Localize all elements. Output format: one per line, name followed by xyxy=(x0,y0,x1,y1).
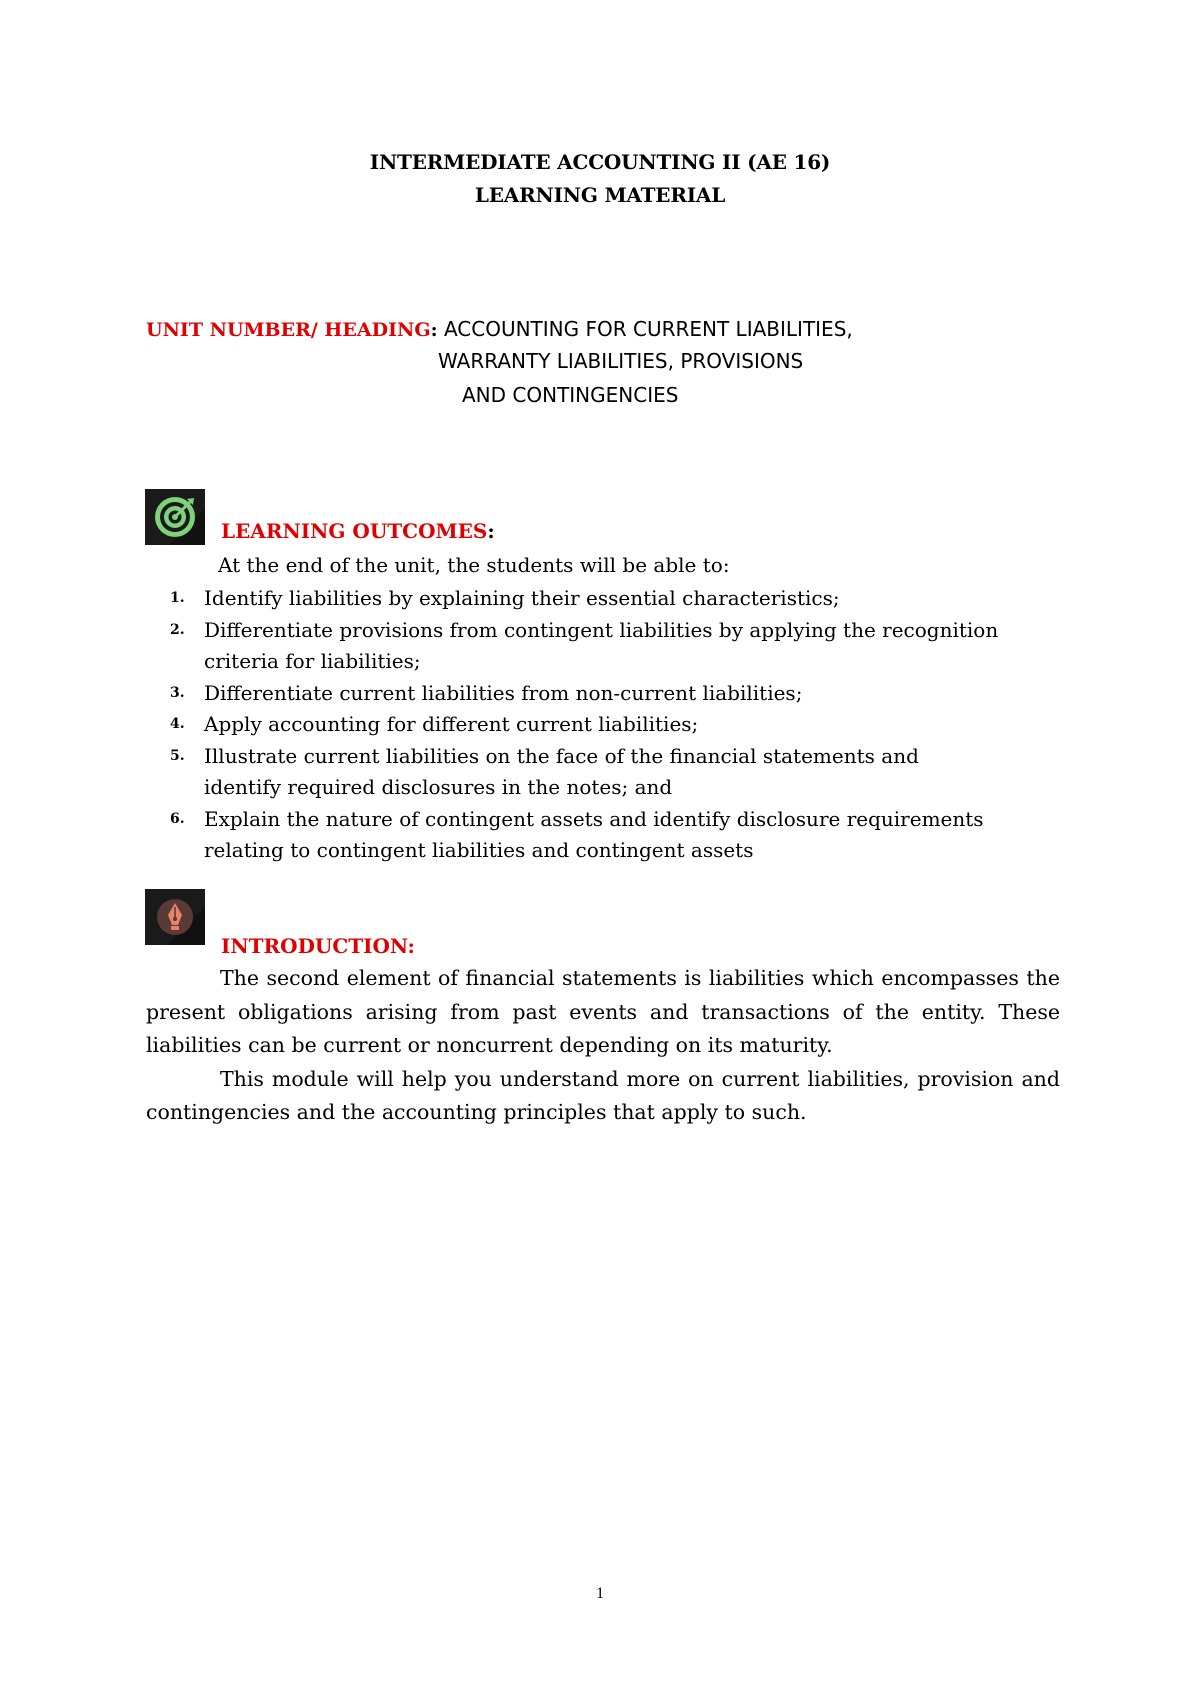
introduction-paragraph: This module will help you understand more on current liabilities, provision and contingencies and the accounting principles that apply to such. xyxy=(146,1066,1060,1124)
list-number: 2. xyxy=(170,621,185,638)
target-icon xyxy=(145,489,205,545)
list-item xyxy=(160,741,1060,804)
unit-heading xyxy=(146,313,853,347)
list-item xyxy=(160,709,1060,741)
introduction-paragraph: The second element of financial statements is liabilities which encompasses the present obligations arising from past events and transactions of the entity. These liabilities can be current or noncurrent depending on its maturity. xyxy=(146,966,1060,1057)
list-text: Differentiate provisions from contingent liabilities by applying the recognition criteria for liabilities; xyxy=(204,617,999,673)
document-subtitle: LEARNING MATERIAL xyxy=(474,183,726,207)
unit-line-3: AND CONTINGENCIES xyxy=(462,383,679,407)
outcomes-intro: At the end of the unit, the students will be able to: xyxy=(218,553,730,577)
page-number: 1 xyxy=(596,1585,604,1602)
list-number: 1. xyxy=(170,590,185,606)
learning-outcomes-heading xyxy=(221,519,495,543)
list-item xyxy=(160,615,1060,678)
learning-outcomes-label: LEARNING OUTCOMES xyxy=(221,519,488,543)
learning-outcomes-colon: : xyxy=(487,519,495,543)
document-title: INTERMEDIATE ACCOUNTING II (AE 16) xyxy=(369,150,831,174)
list-text: Illustrate current liabilities on the face of the financial statements and identify required disclosures in the notes; and xyxy=(204,743,919,799)
unit-label-colon: : xyxy=(430,319,438,341)
unit-line-1: ACCOUNTING FOR CURRENT LIABILITIES, xyxy=(443,317,853,341)
introduction-heading: INTRODUCTION: xyxy=(221,934,415,958)
unit-line-2: WARRANTY LIABILITIES, PROVISIONS xyxy=(438,349,804,373)
list-number: 6. xyxy=(170,810,185,827)
list-text: Apply accounting for different current liabilities; xyxy=(204,712,699,736)
list-text: Explain the nature of contingent assets and identify disclosure requirements relating to contingent liabilities and contingent assets xyxy=(204,806,984,862)
list-item xyxy=(160,678,1060,710)
unit-label: UNIT NUMBER/ HEADING xyxy=(146,319,431,341)
outcomes-list xyxy=(160,583,1060,867)
list-number: 4. xyxy=(170,716,185,732)
list-number: 3. xyxy=(170,684,185,701)
list-text: Differentiate current liabilities from non-current liabilities; xyxy=(204,680,803,705)
list-text: Identify liabilities by explaining their essential characteristics; xyxy=(204,586,840,610)
introduction-body xyxy=(146,962,1060,1130)
list-item xyxy=(160,583,1060,615)
list-number: 5. xyxy=(170,747,185,764)
list-item xyxy=(160,804,1060,867)
pen-nib-icon xyxy=(145,889,205,945)
